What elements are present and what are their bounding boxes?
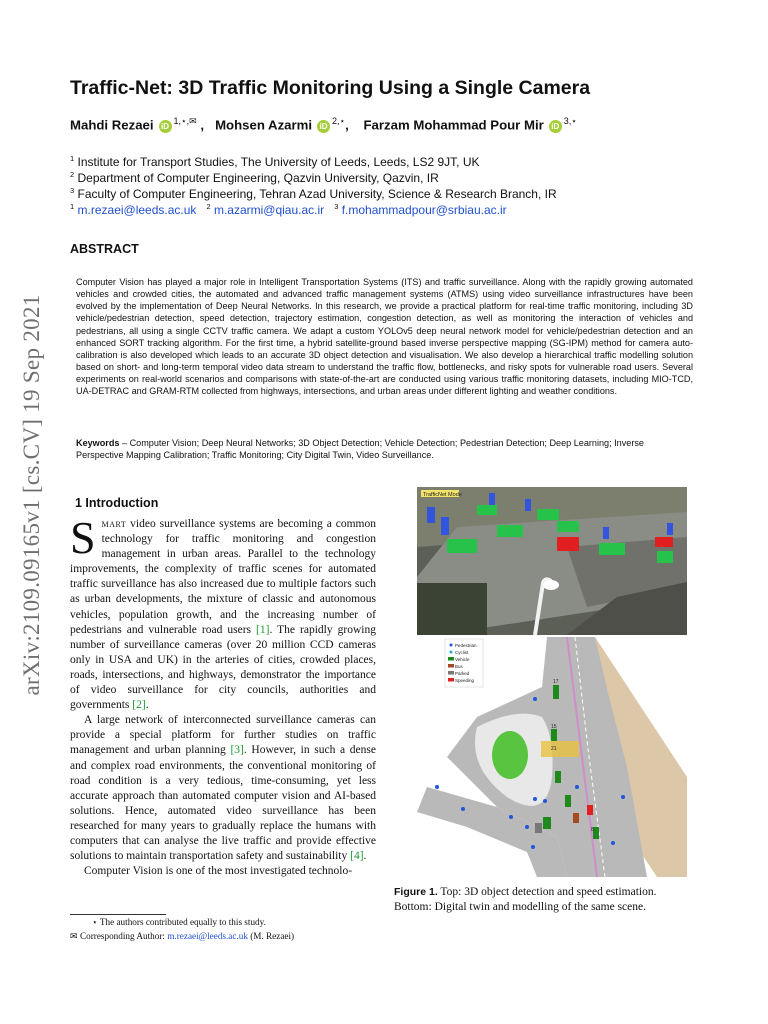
figure-caption-text: Top: 3D object detection and speed estimation. Bottom: Digital twin and modelling of the same scene. <box>394 886 657 913</box>
pedestrian-dot <box>461 807 465 811</box>
footnote-rule <box>70 914 166 915</box>
pedestrian-box <box>441 517 449 535</box>
track-number: 15 <box>551 724 557 730</box>
legend-bus-swatch <box>448 664 454 668</box>
pedestrian-dot <box>575 785 579 789</box>
vehicle-box <box>599 543 625 555</box>
legend-label: Pedestrian <box>455 643 477 648</box>
photo-mode-label: TrafficNet Mode <box>423 492 462 498</box>
email-link[interactable]: m.rezaei@leeds.ac.uk <box>77 203 197 217</box>
email-link[interactable]: m.azarmi@qiau.ac.ir <box>213 203 325 217</box>
legend-label: Vehicle <box>455 657 470 662</box>
author-sup: 1,⋆,✉ <box>173 116 197 126</box>
vehicle-marker <box>553 685 559 699</box>
track-number: 17 <box>553 679 559 685</box>
introduction-body <box>70 512 376 879</box>
legend-label: Parked <box>455 671 470 676</box>
orcid-icon[interactable]: iD <box>549 120 562 133</box>
track-number: 8 <box>591 827 594 833</box>
pedestrian-dot <box>533 697 537 701</box>
arxiv-stamp <box>2 270 62 720</box>
pedestrian-dot <box>621 795 625 799</box>
speeding-marker <box>587 805 593 815</box>
footnote-equal: ⋆ The authors contributed equally to this study. <box>92 917 266 927</box>
legend-cyclist-swatch <box>450 651 453 654</box>
keywords-label: Keywords <box>76 438 120 448</box>
pedestrian-dot <box>533 797 537 801</box>
legend-pedestrian-swatch <box>450 644 453 647</box>
citation-link[interactable]: [2] <box>132 699 146 712</box>
vehicle-box <box>657 551 673 563</box>
author-name: Farzam Mohammad Pour Mir <box>363 117 544 133</box>
street-lamp-head <box>543 580 559 590</box>
vehicle-box <box>557 521 579 532</box>
abstract-heading: ABSTRACT <box>70 242 139 256</box>
citation-link[interactable]: [3] <box>230 744 244 757</box>
pedestrian-box <box>489 493 495 505</box>
vehicle-marker <box>565 795 571 807</box>
orcid-icon[interactable]: iD <box>159 120 172 133</box>
speeding-vehicle-box <box>557 537 579 551</box>
drop-cap: S <box>70 512 96 563</box>
affiliation-3: $^3$ Faculty of Computer Engineering, Tehran Azad University, Science & Research Branch, IR <box>70 186 557 201</box>
pedestrian-box <box>427 507 435 523</box>
legend-speeding-swatch <box>448 678 454 682</box>
parked-marker <box>535 823 542 833</box>
section-heading-introduction: 1 Introduction <box>75 496 159 510</box>
speeding-vehicle-box <box>655 537 673 547</box>
vehicle-marker <box>593 827 599 839</box>
email-list: $^1$ m.rezaei@leeds.ac.uk $^2$ m.azarmi@qiau.ac.ir $^3$ f.mohammadpour@srbiau.ac.ir <box>70 202 507 217</box>
envelope-icon: ✉ <box>70 931 78 941</box>
vehicle-box <box>477 505 497 515</box>
pedestrian-box <box>667 523 673 535</box>
paper-title: Traffic-Net: 3D Traffic Monitoring Using a Single Camera <box>70 77 591 99</box>
vehicle-box <box>537 509 559 520</box>
figure-legend <box>445 639 483 687</box>
vehicle-box <box>497 525 523 537</box>
legend-label: Cyclist <box>455 650 469 655</box>
footnote-corresponding: ✉ Corresponding Author: m.rezaei@leeds.ac.uk (M. Rezaei) <box>70 931 295 941</box>
vehicle-box <box>447 539 477 553</box>
author-sup: 3,⋆ <box>563 116 577 126</box>
figure-caption <box>394 885 694 915</box>
author-name: Mohsen Azarmi <box>215 117 313 133</box>
pedestrian-dot <box>611 841 615 845</box>
pedestrian-dot <box>435 785 439 789</box>
grass-patch <box>492 731 528 779</box>
author-list: Mahdi Rezaei $iD^{1,⋆,✉}$ , Mohsen Azarmi $iD^{2,⋆}$, Farzam Mohammad Pour Mir $iD^{3,⋆}$ <box>70 116 577 133</box>
track-number: 21 <box>551 746 557 752</box>
keywords <box>76 437 693 461</box>
pedestrian-dot <box>525 825 529 829</box>
legend-label: Bus <box>455 664 463 669</box>
figure-label: Figure 1. <box>394 886 438 898</box>
intro-paragraph-2: A large network of interconnected surveillance cameras can provide a special platform for further studies on traffic management and urban planning [3]. However, in such a dense and complex road environments, the conventional monitoring of road condition is a very tedious, time-consuming, yet less accurate approach than automated computer vision and AI-based solutions. Hence, automated video surveillance has been researched for many years to gradually replace the humans with computers that can analyse the live traffic and provide effective solutions to maintain transportation safety and sustainability [4]. <box>70 714 376 863</box>
orcid-icon[interactable]: iD <box>317 120 330 133</box>
author-sup: 2,⋆ <box>332 116 346 126</box>
citation-link[interactable]: [1] <box>256 623 270 636</box>
crossing-zone <box>541 741 579 757</box>
pedestrian-dot <box>509 815 513 819</box>
author-name: Mahdi Rezaei <box>70 117 154 133</box>
arxiv-id: arXiv:2109.09165v1 [cs.CV] 19 Sep 2021 <box>19 294 44 696</box>
pedestrian-dot <box>531 845 535 849</box>
vehicle-marker <box>551 729 557 741</box>
abstract-text: Computer Vision has played a major role in Intelligent Transportation Systems (ITS) and traffic surveillance. Along with the rapidly growing automated vehicles and crowded cities, the automated and advanced traffic management systems (ATMS) using video surveillance infrastructures have been evolved by the implementation of Deep Neural Networks. In this research, we provide a practical platform for real-time traffic monitoring, including 3D vehicle/pedestrian detection, speed detection, trajectory estimation, congestion detection, as well as monitoring the interaction of vehicles and pedestrians, all using a single CCTV traffic camera. We adapt a custom YOLOv5 deep neural network model for vehicle/pedestrian detection and an enhanced SORT tracking algorithm. For the first time, a hybrid satellite-ground based inverse perspective mapping (SG-IPM) method for camera auto-calibration is also developed which leads to an accurate 3D object detection and visualisation. We also develop a hierarchical traffic modelling solution based on short- and long-term temporal video data stream to understand the traffic flow, bottlenecks, and risky spots for vulnerable road users. Several experiments on real-world scenarios and comparisons with state-of-the-art are conducted using various traffic monitoring datasets, including MIO-TCD, UA-DETRAC and GRAM-RTM collected from highways, intersections, and urban areas under different lighting and weather conditions. <box>76 277 693 397</box>
legend-parked-swatch <box>448 671 454 675</box>
affiliation-1: $^1$ Institute for Transport Studies, The University of Leeds, Leeds, LS2 9JT, UK <box>70 154 480 169</box>
citation-link[interactable]: [4] <box>350 850 364 863</box>
legend-label: Speeding <box>455 678 475 683</box>
pedestrian-box <box>525 499 531 511</box>
intro-paragraph-1: Smart video surveillance systems are becoming a common technology for traffic monitoring and congestion management in urban areas. Parallel to the technology improvements, the complexity of traffic scenes for automated traffic surveillance has also increased due to multiple factors such as urban developments, the mixture of classic and autonomous vehicles, population growth, and the increasing number of pedestrians and vulnerable road users [1]. The rapidly growing number of surveillance cameras (over 20 million CCD cameras only in USA and UK) in the arteries of cities, crowded places, roads, intersections, and highways, demonstrator the importance of video surveillance for city councils, authorities and governments [2]. <box>70 512 376 712</box>
vehicle-marker <box>543 817 551 829</box>
figure-detection-photo <box>417 487 687 635</box>
keywords-text: – Computer Vision; Deep Neural Networks; 3D Object Detection; Vehicle Detection; Pedestrian Detection; Deep Learning; Inverse Perspective Mapping Calibration; Traffic Monitoring; City Digital Twin, Video Surveillance. <box>76 438 644 461</box>
figure-digital-twin <box>417 637 687 877</box>
pedestrian-box <box>603 527 609 539</box>
email-link[interactable]: m.rezaei@leeds.ac.uk <box>167 931 248 941</box>
pedestrian-dot <box>543 799 547 803</box>
bus-marker <box>573 813 579 823</box>
intro-paragraph-3: Computer Vision is one of the most investigated technolo- <box>84 865 353 878</box>
affiliation-2: $^2$ Department of Computer Engineering, Qazvin University, Qazvin, IR <box>70 170 439 185</box>
legend-vehicle-swatch <box>448 657 454 661</box>
email-link[interactable]: f.mohammadpour@srbiau.ac.ir <box>341 203 507 217</box>
trees <box>417 583 487 635</box>
vehicle-marker <box>555 771 561 783</box>
